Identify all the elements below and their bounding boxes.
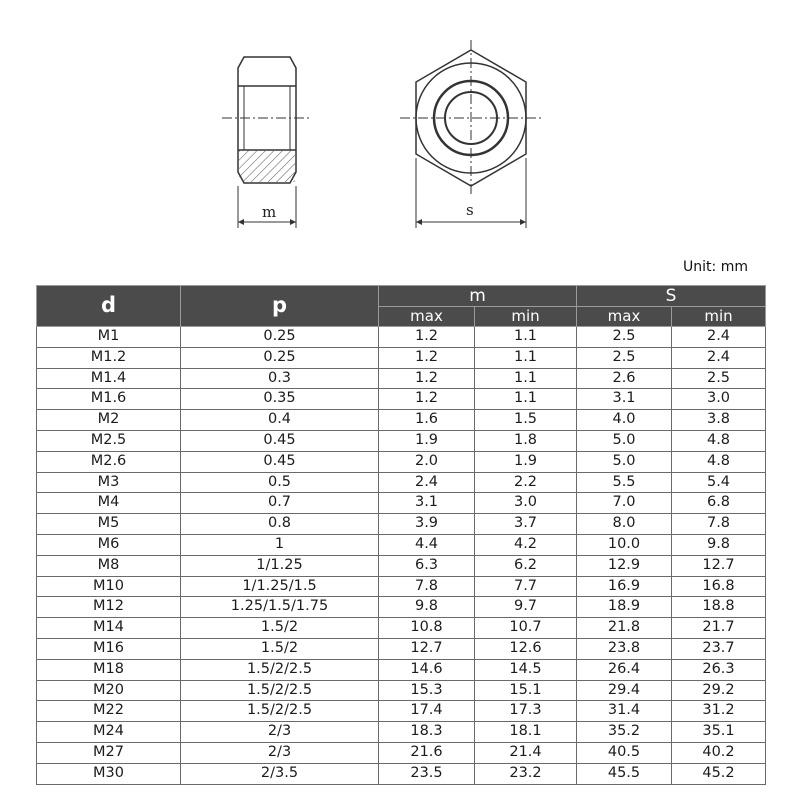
cell-p: 0.4: [181, 410, 379, 431]
table-row: [37, 472, 766, 493]
cell-p: 1.5/2/2.5: [181, 659, 379, 680]
table-body: [37, 327, 766, 785]
cell-s-max: 31.4: [577, 701, 672, 722]
cell-m-max: 7.8: [379, 576, 475, 597]
table-row: [37, 597, 766, 618]
cell-m-max: 1.2: [379, 347, 475, 368]
table-row: [37, 659, 766, 680]
cell-s-max: 5.5: [577, 472, 672, 493]
cell-m-min: 9.7: [475, 597, 577, 618]
table-row: [37, 763, 766, 784]
cell-m-max: 21.6: [379, 742, 475, 763]
cell-m-min: 1.5: [475, 410, 577, 431]
cell-s-max: 18.9: [577, 597, 672, 618]
cell-d: M2: [37, 410, 181, 431]
cell-m-max: 18.3: [379, 722, 475, 743]
cell-s-min: 23.7: [672, 638, 766, 659]
cell-m-min: 21.4: [475, 742, 577, 763]
cell-m-min: 17.3: [475, 701, 577, 722]
cell-p: 1.5/2/2.5: [181, 680, 379, 701]
cell-m-max: 3.1: [379, 493, 475, 514]
table-row: [37, 555, 766, 576]
hex-nut-technical-drawing: [0, 0, 800, 240]
cell-p: 0.35: [181, 389, 379, 410]
cell-s-min: 16.8: [672, 576, 766, 597]
cell-m-min: 1.1: [475, 327, 577, 348]
cell-m-max: 12.7: [379, 638, 475, 659]
cell-m-max: 15.3: [379, 680, 475, 701]
cell-p: 1.5/2/2.5: [181, 701, 379, 722]
cell-m-max: 4.4: [379, 534, 475, 555]
cell-m-min: 1.9: [475, 451, 577, 472]
table-row: [37, 680, 766, 701]
cell-m-min: 12.6: [475, 638, 577, 659]
table-row: [37, 493, 766, 514]
table-header: [37, 286, 766, 327]
cell-s-max: 7.0: [577, 493, 672, 514]
cell-m-min: 6.2: [475, 555, 577, 576]
cell-m-min: 4.2: [475, 534, 577, 555]
cell-s-max: 8.0: [577, 514, 672, 535]
cell-m-min: 1.8: [475, 430, 577, 451]
cell-s-max: 45.5: [577, 763, 672, 784]
cell-p: 2/3: [181, 742, 379, 763]
cell-d: M10: [37, 576, 181, 597]
table-row: [37, 347, 766, 368]
cell-s-min: 2.5: [672, 368, 766, 389]
cell-d: M22: [37, 701, 181, 722]
cell-m-max: 1.9: [379, 430, 475, 451]
cell-d: M1.2: [37, 347, 181, 368]
cell-s-max: 26.4: [577, 659, 672, 680]
cell-m-max: 1.2: [379, 389, 475, 410]
cell-d: M24: [37, 722, 181, 743]
header-d: d: [37, 286, 181, 327]
cell-s-max: 40.5: [577, 742, 672, 763]
cell-p: 0.8: [181, 514, 379, 535]
cell-p: 0.45: [181, 451, 379, 472]
cell-m-max: 6.3: [379, 555, 475, 576]
table-row: [37, 368, 766, 389]
cell-d: M5: [37, 514, 181, 535]
cell-s-max: 5.0: [577, 430, 672, 451]
cell-s-max: 16.9: [577, 576, 672, 597]
cell-m-max: 17.4: [379, 701, 475, 722]
cell-s-min: 18.8: [672, 597, 766, 618]
cell-m-min: 2.2: [475, 472, 577, 493]
unit-note: Unit: mm: [683, 259, 748, 275]
table-row: [37, 410, 766, 431]
header-s-min: min: [672, 307, 766, 327]
cell-p: 2/3.5: [181, 763, 379, 784]
table-row: [37, 327, 766, 348]
table-row: [37, 451, 766, 472]
cell-p: 0.25: [181, 347, 379, 368]
cell-d: M14: [37, 618, 181, 639]
cell-m-max: 2.0: [379, 451, 475, 472]
cell-m-min: 7.7: [475, 576, 577, 597]
cell-s-min: 31.2: [672, 701, 766, 722]
cell-s-min: 7.8: [672, 514, 766, 535]
cell-m-min: 3.0: [475, 493, 577, 514]
cell-s-min: 26.3: [672, 659, 766, 680]
cell-m-max: 10.8: [379, 618, 475, 639]
cell-s-min: 45.2: [672, 763, 766, 784]
cell-p: 1.25/1.5/1.75: [181, 597, 379, 618]
cell-s-min: 29.2: [672, 680, 766, 701]
cell-d: M1.6: [37, 389, 181, 410]
cell-m-min: 15.1: [475, 680, 577, 701]
cell-s-min: 5.4: [672, 472, 766, 493]
cell-s-min: 6.8: [672, 493, 766, 514]
cell-d: M12: [37, 597, 181, 618]
cell-d: M4: [37, 493, 181, 514]
cell-s-max: 3.1: [577, 389, 672, 410]
table-row: [37, 701, 766, 722]
cell-s-max: 5.0: [577, 451, 672, 472]
table-row: [37, 389, 766, 410]
cell-d: M6: [37, 534, 181, 555]
top-view-dimension-label: s: [466, 201, 474, 219]
cell-p: 1/1.25/1.5: [181, 576, 379, 597]
cell-d: M3: [37, 472, 181, 493]
cell-d: M27: [37, 742, 181, 763]
cell-s-min: 2.4: [672, 327, 766, 348]
side-view-dimension-label: m: [262, 203, 277, 221]
header-m: m: [379, 286, 577, 307]
cell-m-min: 1.1: [475, 368, 577, 389]
cell-m-min: 1.1: [475, 389, 577, 410]
header-m-max: max: [379, 307, 475, 327]
cell-d: M8: [37, 555, 181, 576]
cell-p: 0.25: [181, 327, 379, 348]
cell-m-max: 2.4: [379, 472, 475, 493]
cell-m-min: 3.7: [475, 514, 577, 535]
cell-p: 1/1.25: [181, 555, 379, 576]
cell-d: M16: [37, 638, 181, 659]
cell-s-max: 23.8: [577, 638, 672, 659]
cell-s-min: 21.7: [672, 618, 766, 639]
nut-dimension-table: [36, 285, 766, 785]
cell-m-max: 1.2: [379, 327, 475, 348]
cell-p: 0.3: [181, 368, 379, 389]
cell-m-max: 9.8: [379, 597, 475, 618]
table-row: [37, 430, 766, 451]
table-row: [37, 742, 766, 763]
table-row: [37, 576, 766, 597]
nut-top-view: [400, 40, 542, 228]
cell-m-max: 3.9: [379, 514, 475, 535]
cell-s-min: 40.2: [672, 742, 766, 763]
cell-p: 1: [181, 534, 379, 555]
cell-p: 0.7: [181, 493, 379, 514]
cell-s-min: 4.8: [672, 430, 766, 451]
cell-m-max: 1.6: [379, 410, 475, 431]
cell-s-max: 10.0: [577, 534, 672, 555]
cell-m-min: 23.2: [475, 763, 577, 784]
cell-s-max: 2.5: [577, 327, 672, 348]
cell-s-max: 12.9: [577, 555, 672, 576]
header-p: p: [181, 286, 379, 327]
table-row: [37, 514, 766, 535]
cell-s-min: 4.8: [672, 451, 766, 472]
cell-p: 1.5/2: [181, 638, 379, 659]
cell-s-max: 2.6: [577, 368, 672, 389]
cell-m-max: 1.2: [379, 368, 475, 389]
cell-s-max: 4.0: [577, 410, 672, 431]
cell-s-min: 3.0: [672, 389, 766, 410]
cell-p: 1.5/2: [181, 618, 379, 639]
cell-m-max: 23.5: [379, 763, 475, 784]
cell-d: M30: [37, 763, 181, 784]
table-row: [37, 722, 766, 743]
cell-d: M20: [37, 680, 181, 701]
cell-m-min: 14.5: [475, 659, 577, 680]
cell-s-min: 3.8: [672, 410, 766, 431]
cell-p: 0.45: [181, 430, 379, 451]
cell-p: 0.5: [181, 472, 379, 493]
cell-s-max: 29.4: [577, 680, 672, 701]
header-s: S: [577, 286, 766, 307]
cell-s-max: 2.5: [577, 347, 672, 368]
table-row: [37, 534, 766, 555]
cell-s-min: 2.4: [672, 347, 766, 368]
cell-m-min: 1.1: [475, 347, 577, 368]
cell-s-min: 9.8: [672, 534, 766, 555]
header-m-min: min: [475, 307, 577, 327]
cell-d: M2.6: [37, 451, 181, 472]
cell-s-min: 12.7: [672, 555, 766, 576]
cell-m-min: 18.1: [475, 722, 577, 743]
cell-d: M1.4: [37, 368, 181, 389]
cell-d: M18: [37, 659, 181, 680]
cell-s-min: 35.1: [672, 722, 766, 743]
cell-s-max: 35.2: [577, 722, 672, 743]
cell-p: 2/3: [181, 722, 379, 743]
cell-m-min: 10.7: [475, 618, 577, 639]
cell-m-max: 14.6: [379, 659, 475, 680]
cell-d: M2.5: [37, 430, 181, 451]
cell-s-max: 21.8: [577, 618, 672, 639]
header-s-max: max: [577, 307, 672, 327]
cell-d: M1: [37, 327, 181, 348]
table-row: [37, 618, 766, 639]
table-row: [37, 638, 766, 659]
